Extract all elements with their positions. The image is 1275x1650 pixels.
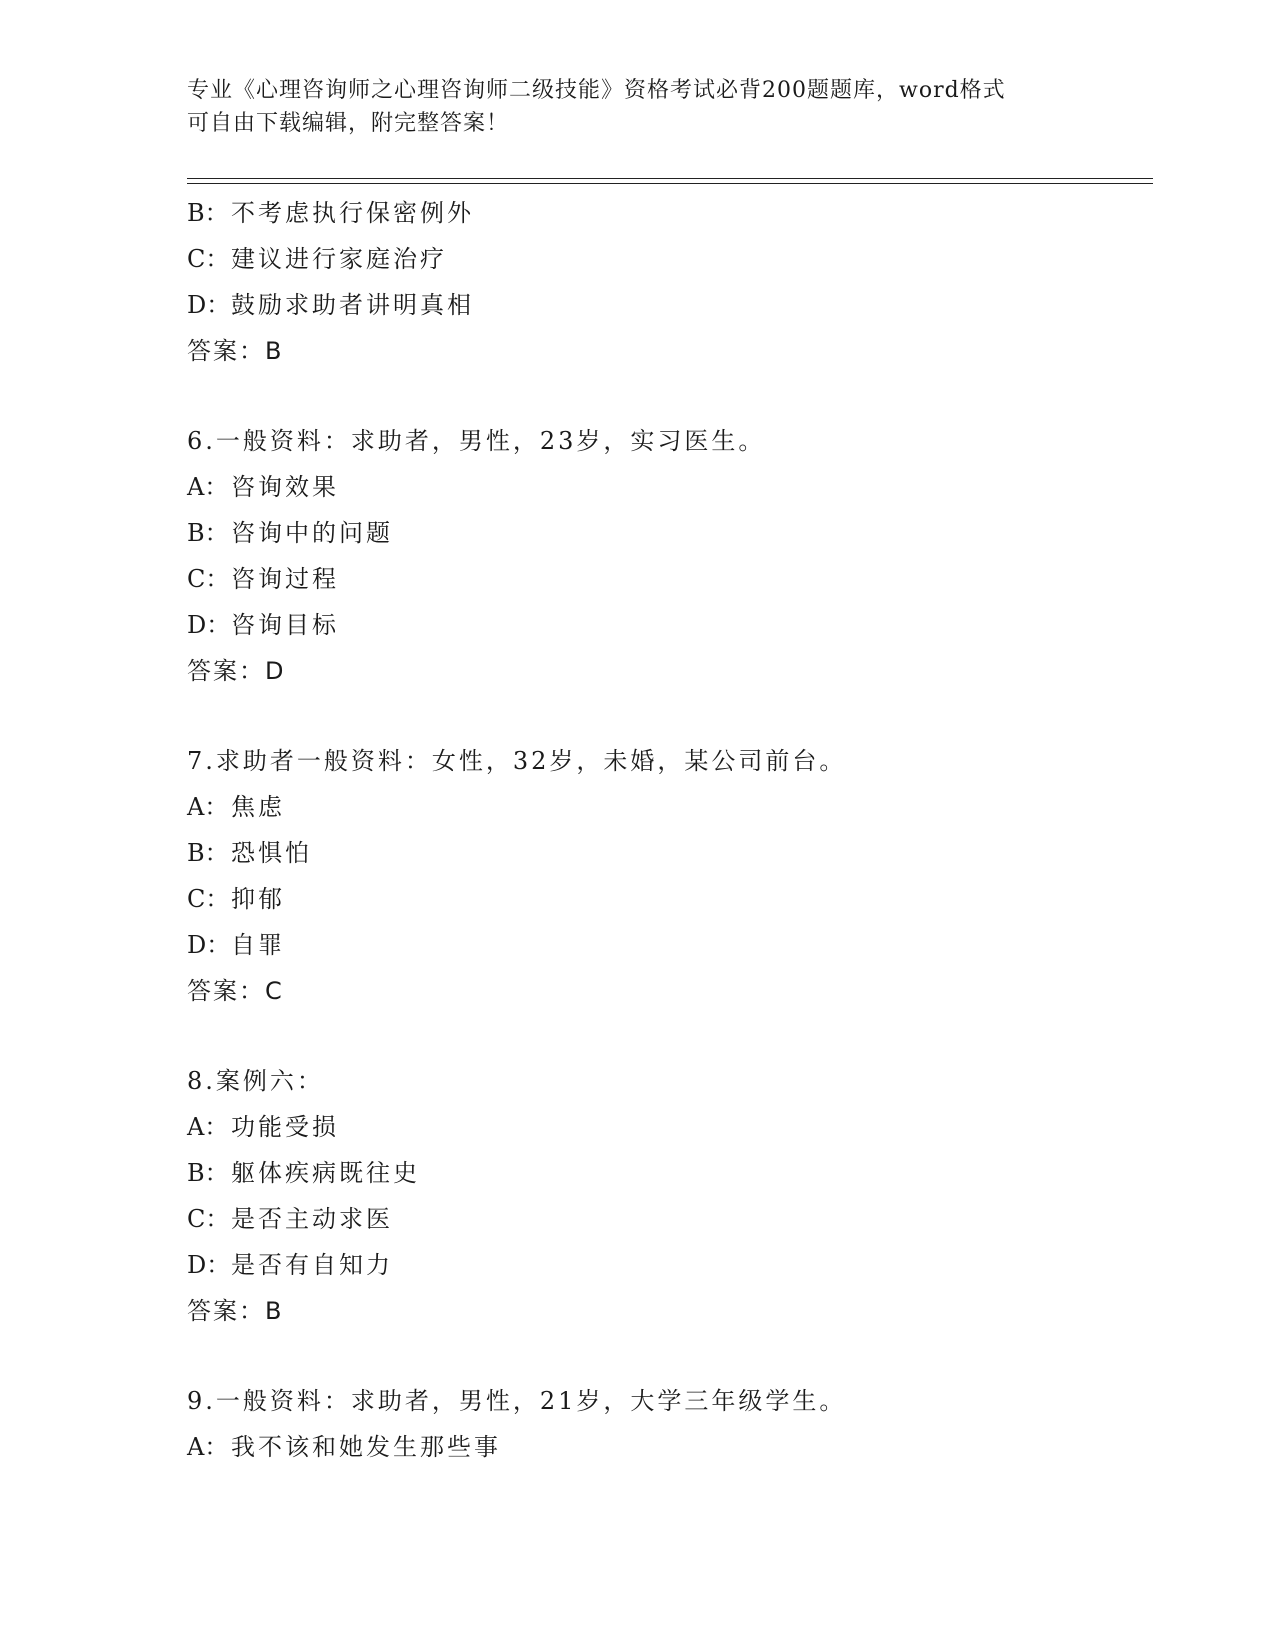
option-text: 是否主动求医 [231, 1205, 393, 1233]
option-row [187, 510, 1147, 556]
answer-line: 答案：D [187, 657, 286, 685]
answer-line: 答案：C [187, 977, 284, 1005]
option-key: C： [187, 245, 230, 273]
header-line-1: 专业《心理咨询师之心理咨询师二级技能》资格考试必背200题题库，word格式 [187, 78, 1006, 103]
option-row [187, 876, 1147, 922]
option-key: D： [187, 1251, 231, 1279]
question-list [187, 190, 1147, 1470]
option-key: B： [187, 1159, 229, 1187]
option-text: 咨询目标 [231, 611, 339, 639]
header-divider-bottom [187, 183, 1153, 184]
option-text: 我不该和她发生那些事 [231, 1433, 501, 1461]
answer-line: 答案：B [187, 337, 284, 365]
option-text: 咨询中的问题 [231, 519, 393, 547]
option-text: 咨询过程 [231, 565, 339, 593]
option-text: 抑郁 [231, 885, 285, 913]
header-line-2: 可自由下载编辑，附完整答案！ [187, 111, 510, 136]
option-key: A： [187, 473, 229, 501]
option-row [187, 236, 1147, 282]
document-header [187, 74, 1087, 140]
option-row [187, 1104, 1147, 1150]
option-key: C： [187, 885, 230, 913]
option-text: 鼓励求助者讲明真相 [231, 291, 474, 319]
option-row [187, 602, 1147, 648]
header-divider-top [187, 178, 1153, 179]
option-text: 不考虑执行保密例外 [231, 199, 474, 227]
option-text: 恐惧怕 [231, 839, 312, 867]
option-row [187, 922, 1147, 968]
option-text: 自罪 [231, 931, 285, 959]
option-text: 躯体疾病既往史 [231, 1159, 420, 1187]
option-row [187, 1242, 1147, 1288]
option-text: 建议进行家庭治疗 [231, 245, 447, 273]
option-key: D： [187, 931, 231, 959]
option-row [187, 784, 1147, 830]
question-stem: 9.一般资料：求助者，男性，21岁，大学三年级学生。 [187, 1387, 847, 1415]
option-key: D： [187, 291, 231, 319]
option-row [187, 1424, 1147, 1470]
option-row [187, 1150, 1147, 1196]
option-row [187, 1196, 1147, 1242]
question-stem: 8.案例六： [187, 1067, 324, 1095]
option-key: D： [187, 611, 231, 639]
option-text: 功能受损 [231, 1113, 339, 1141]
answer-line: 答案：B [187, 1297, 284, 1325]
option-key: C： [187, 565, 230, 593]
option-key: C： [187, 1205, 230, 1233]
option-row [187, 282, 1147, 328]
option-key: A： [187, 1113, 229, 1141]
option-key: A： [187, 1433, 229, 1461]
option-row [187, 464, 1147, 510]
option-row [187, 556, 1147, 602]
option-key: B： [187, 199, 229, 227]
question-stem: 7.求助者一般资料：女性，32岁，未婚，某公司前台。 [187, 747, 847, 775]
option-key: B： [187, 519, 229, 547]
option-key: B： [187, 839, 229, 867]
option-text: 焦虑 [231, 793, 285, 821]
option-key: A： [187, 793, 229, 821]
question-stem: 6.一般资料：求助者，男性，23岁，实习医生。 [187, 427, 766, 455]
option-row [187, 190, 1147, 236]
option-text: 是否有自知力 [231, 1251, 393, 1279]
option-row [187, 830, 1147, 876]
option-text: 咨询效果 [231, 473, 339, 501]
